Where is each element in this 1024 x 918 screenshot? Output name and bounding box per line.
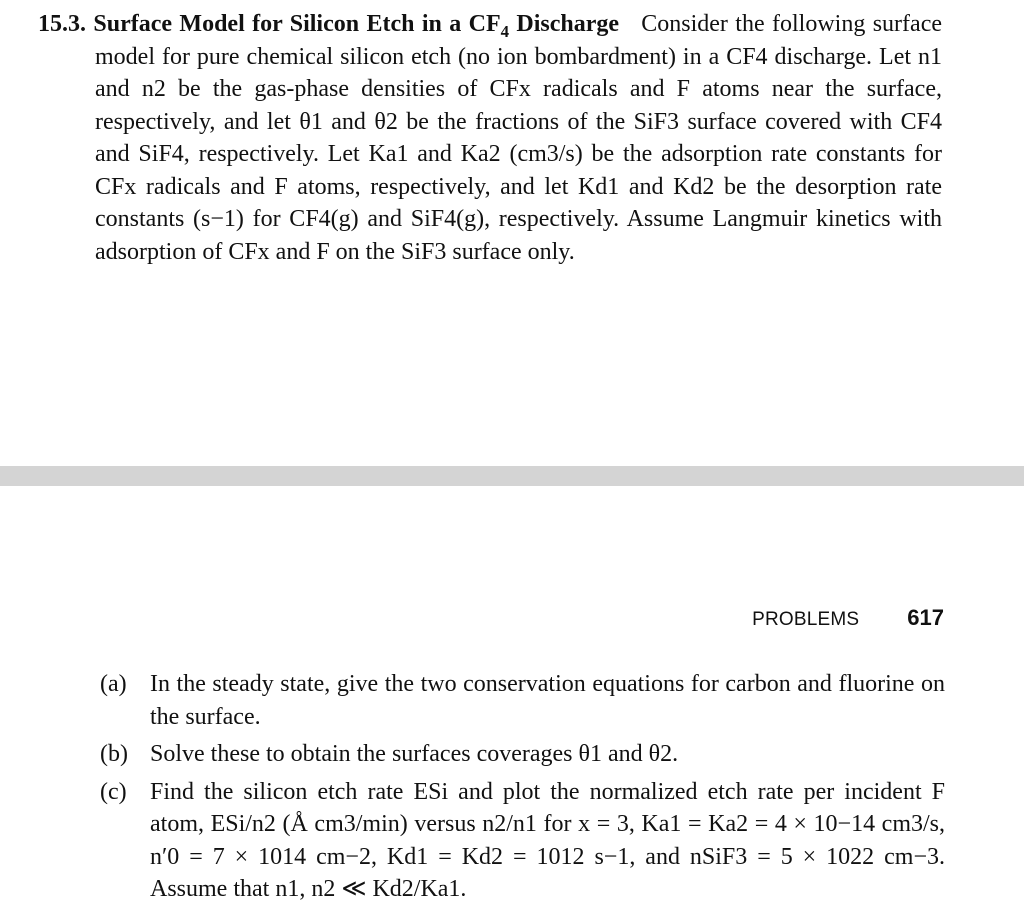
- problem-15-3: [38, 8, 942, 268]
- part-a-label: (a): [100, 671, 127, 697]
- problem-heading: [38, 11, 620, 41]
- problem-title-end: Discharge: [509, 11, 620, 37]
- page-divider: [0, 466, 1024, 486]
- part-a-text: In the steady state, give the two conservation equations for carbon and fluorine on the surface.: [150, 671, 945, 730]
- problem-text: [38, 8, 942, 268]
- part-c-label: (c): [100, 778, 127, 805]
- running-head-title: PROBLEMS: [752, 609, 860, 630]
- problem-number: 15.3.: [38, 11, 86, 37]
- problem-title-subscript: 4: [500, 21, 510, 41]
- part-b: [100, 738, 945, 771]
- part-b-label: (b): [100, 741, 128, 767]
- part-c-text: Find the silicon etch rate ESi and plot the normalized etch rate per incident F atom, ESi/n2 (Å cm3/min) versus n2/n1 for x = 3, Ka1 = Ka2 = 4 × 10−14 cm3/s, n′0 = 7 × 1014 cm−2, Kd1 = Kd2 = 1012 s−1, and nSiF3 = 5 × 1022 cm−3. Assume that n1, n2 ≪ Kd2/Ka1.: [150, 778, 945, 902]
- part-c: [100, 776, 945, 906]
- part-b-text: Solve these to obtain the surfaces coverages θ1 and θ2.: [150, 741, 679, 767]
- problem-body: Consider the following surface model for pure chemical silicon etch (no ion bombardment) in a CF4 discharge. Let n1 and n2 be the gas-phase densities of CFx radicals and F atoms near the surface, respectively, and let θ1 and θ2 be the fractions of the SiF3 surface covered with CF4 and SiF4, respectively. Let Ka1 and Ka2 (cm3/s) be the adsorption rate constants for CFx radicals and F atoms, respectively, and let Kd1 and Kd2 be the desorption rate constants (s−1) for CF4(g) and SiF4(g), respectively. Assume Langmuir kinetics with adsorption of CFx and F on the SiF3 surface only.: [95, 11, 943, 265]
- running-head: [752, 605, 944, 631]
- problem-parts: [100, 668, 945, 911]
- page-number: 617: [907, 605, 944, 630]
- problem-title: Surface Model for Silicon Etch in a CF: [93, 11, 501, 37]
- part-a: [100, 668, 945, 733]
